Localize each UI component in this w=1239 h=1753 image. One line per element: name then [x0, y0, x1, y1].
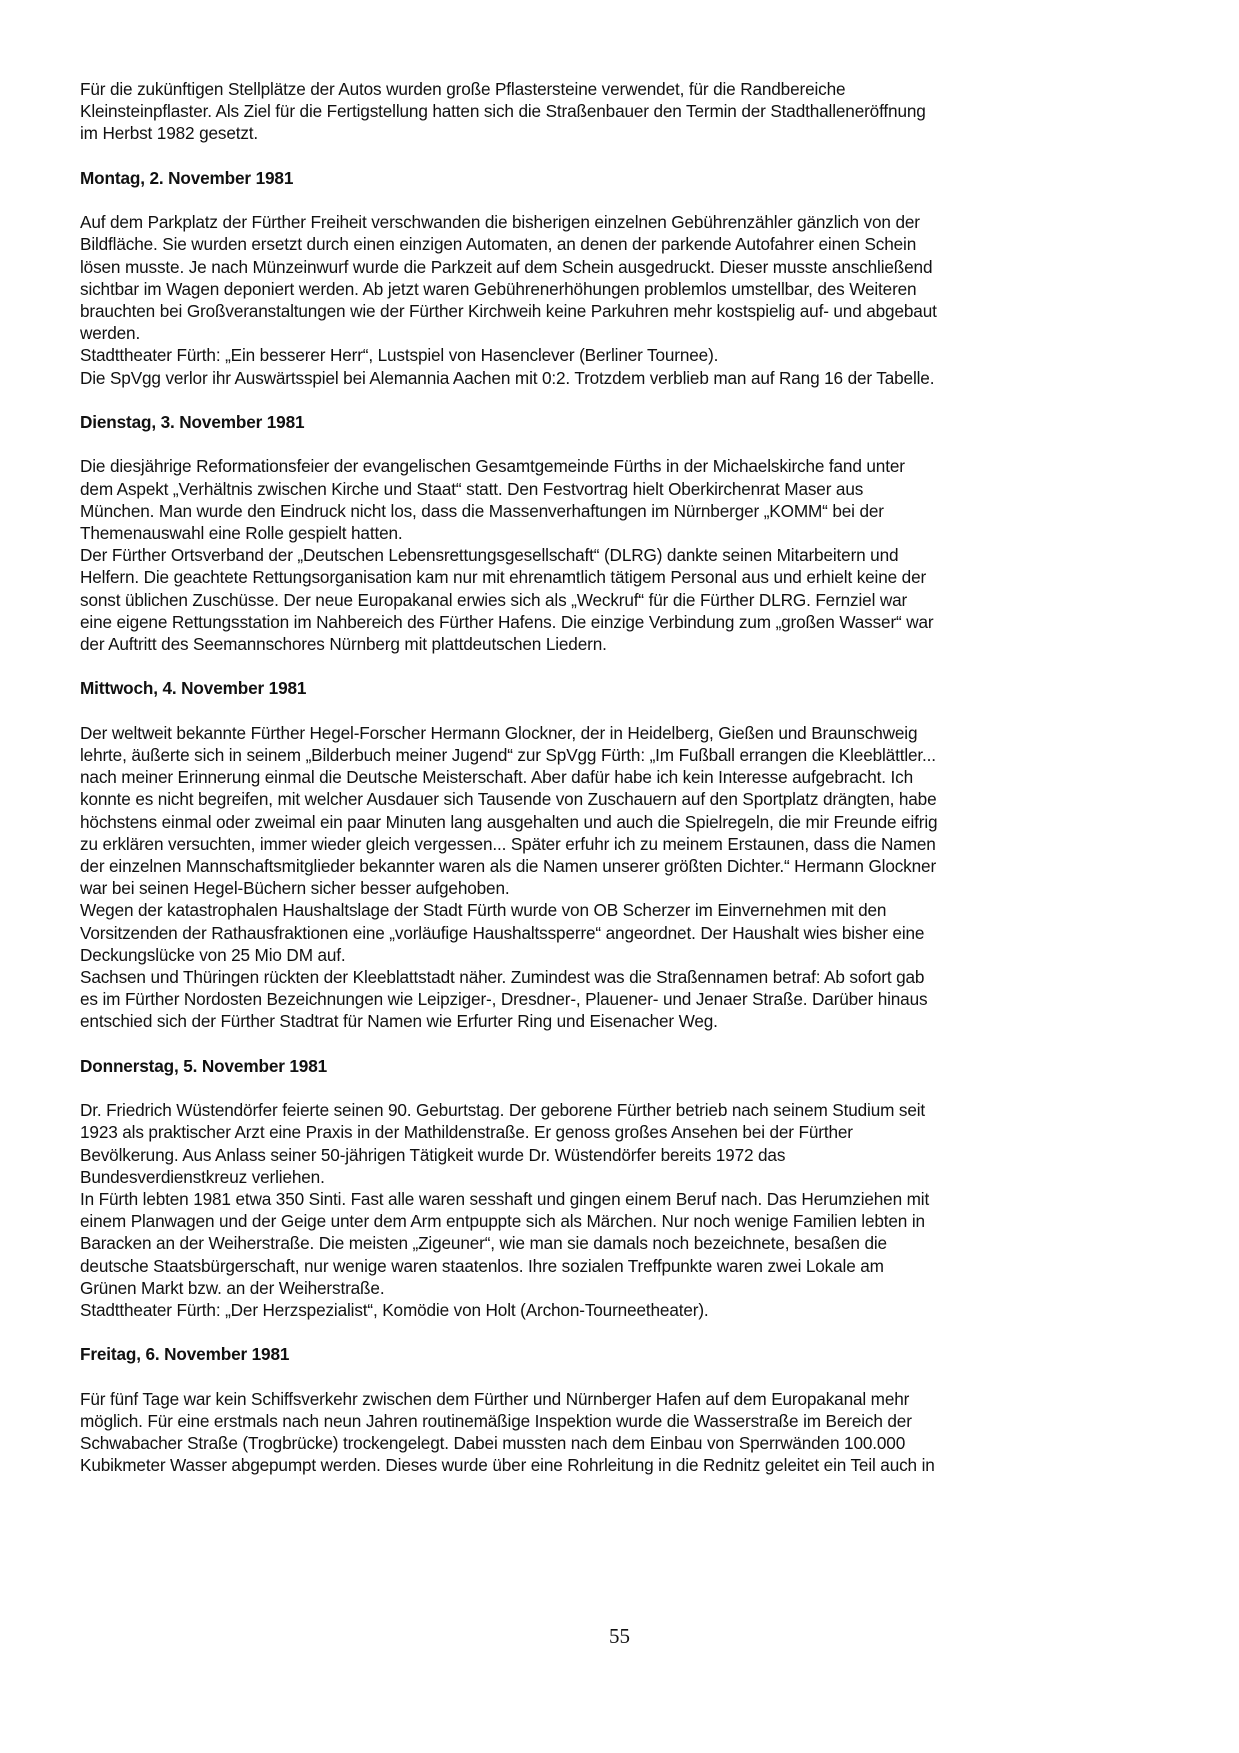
text-line: Grünen Markt bzw. an der Weiherstraße.	[80, 1277, 385, 1298]
text-line: brauchten bei Großveranstaltungen wie der Fürther Kirchweih keine Parkuhren mehr kostspielig auf- und abgebaut	[80, 301, 937, 321]
text-line: Der weltweit bekannte Fürther Hegel-Forscher Hermann Glockner, der in Heidelberg, Gießen und Braunschweig	[80, 722, 918, 743]
text-line: Vorsitzenden der Rathausfraktionen eine „vorläufige Haushaltssperre“ angeordnet. Der Haushalt wies bisher eine	[80, 922, 925, 943]
text-line: Der Fürther Ortsverband der „Deutschen Lebensrettungsgesellschaft“ (DLRG) dankte seinen Mitarbeitern und	[80, 545, 899, 566]
text-line: Dr. Friedrich Wüstendörfer feierte seinen 90. Geburtstag. Der geborene Fürther betrieb nach seinem Studium seit	[80, 1100, 926, 1121]
text-line: nach meiner Erinnerung einmal die Deutsche Meisterschaft. Aber dafür habe ich kein Interesse aufgebracht. Ich	[80, 767, 913, 788]
text-line: möglich. Für eine erstmals nach neun Jahren routinemäßige Inspektion wurde die Wasserstraße im Bereich der	[80, 1411, 912, 1432]
text-line: konnte es nicht begreifen, mit welcher Ausdauer sich Tausende von Zuschauern auf den Sportplatz drängten, habe	[80, 789, 937, 810]
text-line: Deckungslücke von 25 Mio DM auf.	[80, 944, 346, 965]
text-line: 1923 als praktischer Arzt eine Praxis in der Mathildenstraße. Er genoss großes Ansehen bei der Fürther	[80, 1122, 853, 1143]
text-line: der einzelnen Mannschaftsmitglieder bekannter waren als die Namen unserer größten Dichter.“ Hermann Glockner	[80, 856, 937, 877]
text-line: dem Aspekt „Verhältnis zwischen Kirche und Staat“ statt. Den Festvortrag hielt Oberkirchenrat Maser aus	[80, 478, 864, 499]
text-line: einem Planwagen und der Geige unter dem Arm entpuppte sich als Märchen. Nur noch wenige Familien lebten in	[80, 1211, 925, 1232]
text-line: Bundesverdienstkreuz verliehen.	[80, 1166, 325, 1187]
text-line: war bei seinen Hegel-Büchern sicher besser aufgehoben.	[80, 878, 510, 899]
intro-paragraph	[80, 78, 1028, 145]
text-line: Themenauswahl eine Rolle gespielt hatten.	[80, 523, 403, 543]
section-freitag	[80, 1343, 1028, 1476]
text-line: eine eigene Rettungsstation im Nahbereich des Fürther Hafens. Die einzige Verbindung zum „großen Wasser“ war	[80, 611, 934, 632]
text-line: Schwabacher Straße (Trogbrücke) trockengelegt. Dabei mussten nach dem Einbau von Sperrwänden 100.000	[80, 1433, 906, 1454]
text-line: im Herbst 1982 gesetzt.	[80, 123, 259, 144]
text-line: Die SpVgg verlor ihr Auswärtsspiel bei Alemannia Aachen mit 0:2. Trotzdem verblieb man auf Rang 16 der Tabelle.	[80, 367, 935, 388]
text-line: In Fürth lebten 1981 etwa 350 Sinti. Fast alle waren sesshaft und gingen einem Beruf nach. Das Herumziehen mit	[80, 1189, 930, 1210]
text-line: Sachsen und Thüringen rückten der Kleeblattstadt näher. Zumindest was die Straßennamen betraf: Ab sofort gab	[80, 967, 925, 988]
text-line: Für fünf Tage war kein Schiffsverkehr zwischen dem Fürther und Nürnberger Hafen auf dem Europakanal mehr	[80, 1388, 910, 1409]
text-line: entschied sich der Fürther Stadtrat für Namen wie Erfurter Ring und Eisenacher Weg.	[80, 1011, 718, 1032]
text-line: deutsche Staatsbürgerschaft, nur wenige waren staatenlos. Ihre sozialen Treffpunkte waren zwei Lokale am	[80, 1255, 884, 1276]
text-line: höchstens einmal oder zweimal ein paar Minuten lang ausgehalten und auch die Spielregeln, die mir Freunde eifrig	[80, 811, 938, 832]
text-line: lehrte, äußerte sich in seinem „Bilderbuch meiner Jugend“ zur SpVgg Fürth: „Im Fußball errangen die Kleeblättler...	[80, 745, 936, 765]
text-line: Auf dem Parkplatz der Fürther Freiheit verschwanden die bisherigen einzelnen Gebührenzähler gänzlich von der	[80, 212, 920, 233]
section-heading: Donnerstag, 5. November 1981	[80, 1055, 328, 1076]
text-line: Wegen der katastrophalen Haushaltslage der Stadt Fürth wurde von OB Scherzer im Einvernehmen mit den	[80, 900, 887, 921]
text-line: Stadttheater Fürth: „Der Herzspezialist“, Komödie von Holt (Archon-Tourneetheater).	[80, 1300, 709, 1321]
section-heading: Mittwoch, 4. November 1981	[80, 678, 307, 699]
section-montag	[80, 167, 1028, 389]
section-heading: Dienstag, 3. November 1981	[80, 412, 305, 432]
text-line: Kleinsteinpflaster. Als Ziel für die Fertigstellung hatten sich die Straßenbauer den Termin der Stadthalleneröffnung	[80, 101, 926, 122]
text-line: sichtbar im Wagen deponiert werden. Ab jetzt waren Gebührenerhöhungen problemlos umstellbar, des Weiteren	[80, 278, 917, 299]
text-line: der Auftritt des Seemannschores Nürnberg mit plattdeutschen Liedern.	[80, 634, 607, 655]
text-line: werden.	[80, 323, 141, 344]
document-page	[80, 78, 1028, 1477]
section-heading: Montag, 2. November 1981	[80, 167, 294, 188]
section-mittwoch	[80, 677, 1028, 1032]
section-donnerstag	[80, 1055, 1028, 1321]
text-line: Bildfläche. Sie wurden ersetzt durch einen einzigen Automaten, an denen der parkende Autofahrer einen Schein	[80, 234, 917, 255]
text-line: München. Man wurde den Eindruck nicht los, dass die Massenverhaftungen im Nürnberger „KOMM“ bei der	[80, 500, 884, 521]
text-line: Die diesjährige Reformationsfeier der evangelischen Gesamtgemeinde Fürths in der Michaelskirche fand unter	[80, 456, 905, 477]
section-heading: Freitag, 6. November 1981	[80, 1344, 290, 1365]
text-line: zu erklären versuchten, immer wieder gleich vergessen... Später erfuhr ich zu meinem Erstaunen, dass die Namen	[80, 833, 936, 854]
text-line: Kubikmeter Wasser abgepumpt werden. Dieses wurde über eine Rohrleitung in die Rednitz geleitet ein Teil auch in	[80, 1455, 935, 1476]
text-line: Bevölkerung. Aus Anlass seiner 50-jährigen Tätigkeit wurde Dr. Wüstendörfer bereits 1972 das	[80, 1144, 786, 1165]
text-line: Helfern. Die geachtete Rettungsorganisation kam nur mit ehrenamtlich tätigem Personal aus und erhielt keine der	[80, 567, 927, 588]
text-line: es im Fürther Nordosten Bezeichnungen wie Leipziger-, Dresdner-, Plauener- und Jenaer Straße. Darüber hinaus	[80, 989, 928, 1010]
text-line: Baracken an der Weiherstraße. Die meisten „Zigeuner“, wie man sie damals noch bezeichnete, besaßen die	[80, 1233, 887, 1254]
section-dienstag	[80, 411, 1028, 655]
text-line: Für die zukünftigen Stellplätze der Autos wurden große Pflastersteine verwendet, für die Randbereiche	[80, 79, 846, 99]
text-line: Stadttheater Fürth: „Ein besserer Herr“, Lustspiel von Hasenclever (Berliner Tournee).	[80, 345, 719, 366]
text-line: sonst üblichen Zuschüsse. Der neue Europakanal erwies sich als „Weckruf“ für die Fürther DLRG. Fernziel war	[80, 589, 908, 610]
page-number: 55	[609, 1624, 630, 1648]
text-line: lösen musste. Je nach Münzeinwurf wurde die Parkzeit auf dem Schein ausgedruckt. Dieser musste anschließend	[80, 256, 933, 277]
